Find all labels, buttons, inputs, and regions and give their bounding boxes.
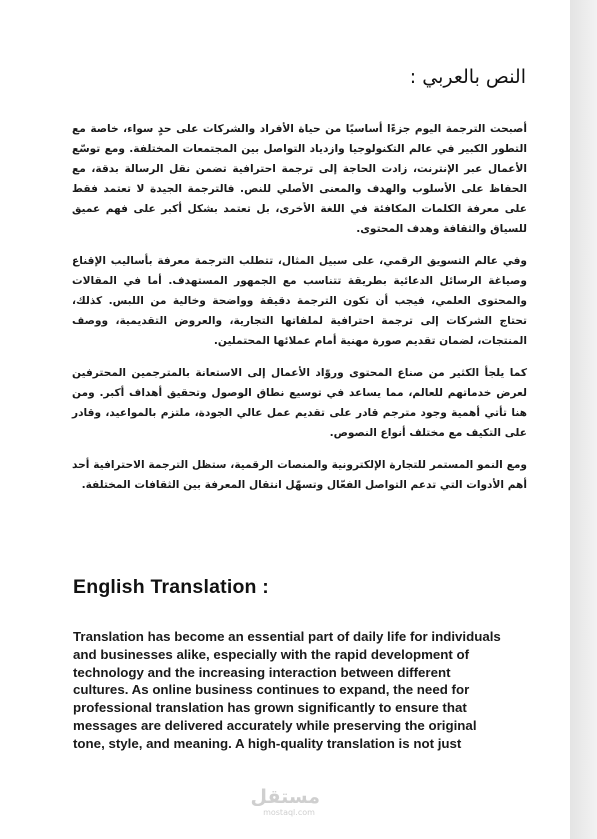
arabic-paragraph-3: كما يلجأ الكثير من صناع المحتوى وروّاد الأعمال إلى الاستعانة بالمترجمين المحترفين لعرض خدماتهم للعالم، مما يساعد في توسيع نطاق الوصول وتحقيق أهداف أكبر. ومن هنا تأتي أهمية وجود مترجم قادر على تقديم عمل عالي الجودة، ملتزم بالمواعيد، وقادر على التكيف مع مختلف أنواع النصوص.: [72, 367, 527, 439]
watermark-arabic: مستقل: [250, 786, 320, 808]
arabic-paragraph-2: وفي عالم التسويق الرقمي، على سبيل المثال، تتطلب الترجمة معرفة بأساليب الإقناع وصياغة الرسائل الدعائية بطريقة تتناسب مع الجمهور المستهدف. أما في المقالات والمحتوى العلمي، فيجب أن تكون الترجمة دقيقة وواضحة وخالية من اللبس. كذلك، تحتاج الشركات إلى ترجمة احترافية لملفاتها التجارية، والعروض التقديمية، ووصف المنتجات، لضمان تقديم صورة مهنية أمام عملائها المحتملين.: [72, 255, 527, 347]
arabic-paragraph-1: أصبحت الترجمة اليوم جزءًا أساسيًا من حياة الأفراد والشركات على حدٍ سواء، خاصة مع التطور الكبير في عالم التكنولوجيا وازدياد التواصل بين المجتمعات المختلفة. ومع توسّع الأعمال عبر الإنترنت، زادت الحاجة إلى ترجمة احترافية تضمن نقل الرسالة بدقة، مع الحفاظ على الأسلوب والهدف والمعنى الأصلي للنص. فالترجمة الجيدة لا تعتمد فقط على معرفة الكلمات المكافئة في اللغة الأخرى، بل تعتمد بشكل أكبر على فهم عميق للسياق والثقافة وهدف المحتوى.: [72, 123, 527, 235]
english-line-5: professional translation has grown significantly to ensure that: [73, 700, 467, 716]
english-line-2: and businesses alike, especially with the rapid development of: [73, 646, 470, 662]
english-line-6: messages are delivered accurately while preserving the original: [73, 717, 477, 733]
english-line-3: technology and the increasing interaction between different: [73, 664, 451, 680]
arabic-heading: النص بالعربي :: [409, 66, 526, 88]
english-heading: English Translation :: [73, 576, 269, 598]
english-line-4: cultures. As online business continues to expand, the need for: [73, 682, 470, 698]
english-line-1: Translation has become an essential part of daily life for individuals: [73, 629, 501, 644]
mostaql-watermark: [250, 786, 320, 818]
arabic-paragraph-4: ومع النمو المستمر للتجارة الإلكترونية والمنصات الرقمية، ستظل الترجمة الاحترافية أحد أهم الأدوات التي تدعم التواصل الفعّال وتسهّل انتقال المعرفة بين الثقافات المختلفة.: [72, 459, 527, 491]
english-text: [73, 628, 533, 753]
arabic-text: [72, 119, 527, 507]
english-line-7: tone, style, and meaning. A high-quality translation is not just: [73, 735, 462, 751]
viewer-background: [570, 0, 597, 839]
watermark-latin: mostaql.com: [263, 808, 315, 817]
